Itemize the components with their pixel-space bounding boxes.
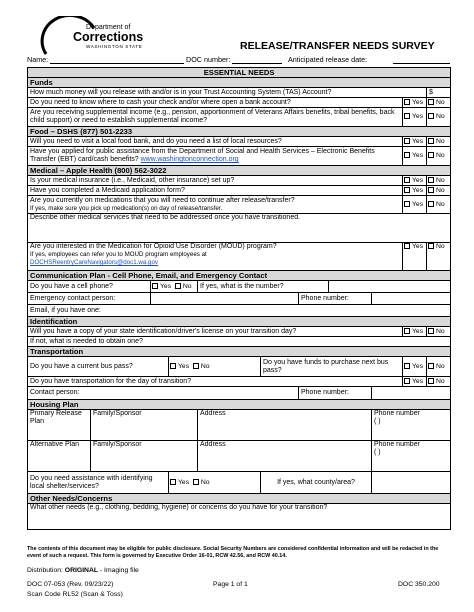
logo-line3: WASHINGTON STATE — [86, 44, 143, 49]
food-q1-no[interactable]: No — [427, 137, 451, 147]
alternative-phone-format: ( ) — [374, 449, 381, 456]
checkbox-icon[interactable] — [428, 201, 434, 207]
alternative-phone-label: Phone number — [374, 441, 420, 448]
checkbox-icon[interactable] — [404, 99, 410, 105]
medical-q5-note: If yes, employees can refer you to MOUD program employees at — [30, 251, 207, 258]
comm-q1-number-field[interactable] — [329, 281, 451, 293]
name-field[interactable] — [50, 63, 184, 64]
food-header: Food – DSHS (877) 501-2233 — [28, 127, 451, 137]
distribution-original: ORIGINAL — [64, 567, 99, 574]
medical-q3-yes[interactable]: Yes — [403, 196, 427, 214]
disclosure-notice: The contents of this document may be eligible for public disclosure. Social Security Numbers are considered confidential information and will be redacted in the event of such a request. This form is governed by Executive Order 16-01, RCW 42.56, and RCW 40.14. — [27, 546, 439, 559]
primary-plan-label: Primary Release Plan — [28, 410, 91, 441]
distribution-label: Distribution: — [27, 567, 63, 574]
doc-number-label: DOC number: — [186, 55, 231, 64]
checkbox-icon[interactable] — [404, 177, 410, 183]
food-q2-label: Have you applied for public assistance from the Department of Social and Health Services – Electronic Benefits Transfer (EBT) card/cash benefits? — [30, 148, 375, 163]
transport-q2-label: Do you have funds to purchase next bus pass? — [261, 357, 403, 377]
transport-phone-label: Phone number: — [299, 387, 372, 400]
food-q2-yes[interactable]: Yes — [403, 147, 427, 166]
logo-line2: Corrections — [73, 30, 144, 44]
other-needs-header: Other Needs/Concerns — [28, 494, 451, 504]
primary-family-label: Family/Sponsor — [93, 410, 142, 417]
medical-q2-no[interactable]: No — [427, 186, 451, 196]
emergency-phone-field[interactable] — [372, 293, 451, 305]
food-q2-no[interactable]: No — [427, 147, 451, 166]
checkbox-icon[interactable] — [428, 177, 434, 183]
doc-logo — [24, 16, 164, 56]
survey-table — [27, 67, 451, 530]
communication-header: Communication Plan - Cell Phone, Email, and Emergency Contact — [28, 271, 451, 281]
essential-needs-header: ESSENTIAL NEEDS — [28, 68, 451, 78]
primary-family-field[interactable] — [91, 410, 198, 441]
name-label: Name: — [27, 55, 49, 64]
funds-q2-label: Do you need to know where to cash your check and/or where open a bank account? — [28, 98, 403, 108]
funds-header: Funds — [28, 78, 451, 88]
funds-q2-yes[interactable]: Yes — [403, 98, 427, 108]
medical-q5-no[interactable]: No — [427, 243, 451, 271]
medical-header: Medical – Apple Health (800) 562-3022 — [28, 166, 451, 176]
food-q2-cell — [28, 147, 403, 166]
housing-q1-label: Do you need assistance with identifying local shelter/services? — [28, 472, 169, 494]
food-q1-yes[interactable]: Yes — [403, 137, 427, 147]
comm-q1-no[interactable]: No — [182, 282, 192, 290]
logo-line1: Department of — [86, 24, 131, 31]
page-number: Page 1 of 1 — [213, 581, 248, 588]
funds-q3-label: Are you receiving supplemental income (e.g., pension, apportionment of Veterans Affairs benefits, tribal benefits, back child support) or need to establish supplemental income? — [28, 108, 403, 127]
policy-number: DOC 350.200 — [398, 581, 440, 588]
transportation-header: Transportation — [28, 347, 451, 357]
emergency-contact-label: Emergency contact person: — [28, 293, 151, 305]
checkbox-icon[interactable] — [175, 283, 181, 289]
checkbox-icon[interactable] — [404, 243, 410, 249]
medical-q3-cell — [28, 196, 403, 214]
ident-q2-field[interactable] — [28, 337, 451, 347]
housing-q1-no[interactable]: No — [200, 478, 210, 486]
checkbox-icon[interactable] — [404, 201, 410, 207]
funds-q1-amount[interactable]: $ — [427, 88, 451, 98]
email-label: Email, if you have one: — [30, 306, 101, 314]
transport-q1-yes[interactable]: Yes — [178, 362, 190, 370]
medical-q5-yes[interactable]: Yes — [403, 243, 427, 271]
form-title: RELEASE/TRANSFER NEEDS SURVEY — [240, 40, 435, 52]
checkbox-icon[interactable] — [193, 479, 199, 485]
scan-code: Scan Code RL52 (Scan & Toss) — [27, 591, 123, 598]
checkbox-icon[interactable] — [428, 328, 434, 334]
alternative-phone-field[interactable] — [372, 441, 451, 472]
checkbox-icon[interactable] — [404, 138, 410, 144]
checkbox-icon[interactable] — [428, 243, 434, 249]
ident-q1-yes[interactable]: Yes — [403, 327, 427, 337]
housing-header: Housing Plan — [28, 400, 451, 410]
checkbox-icon[interactable] — [193, 363, 199, 369]
checkbox-icon[interactable] — [428, 113, 434, 119]
checkbox-icon[interactable] — [404, 187, 410, 193]
checkbox-icon[interactable] — [428, 378, 434, 384]
checkbox-icon[interactable] — [404, 378, 410, 384]
checkbox-icon[interactable] — [170, 363, 176, 369]
other-needs-label: What other needs (e.g., clothing, bedding, hygiene) or concerns do you have for your transition? — [30, 504, 328, 511]
checkbox-icon[interactable] — [404, 328, 410, 334]
housing-county-label: If yes, what county/area? — [261, 472, 372, 494]
primary-phone-field[interactable] — [372, 410, 451, 441]
transport-q1-options — [169, 357, 261, 377]
transport-phone-field[interactable] — [372, 387, 451, 400]
moud-email-link[interactable]: DOCHSReentryCareNavigators@doc1.wa.gov — [30, 259, 159, 266]
medical-q5-label: Are you interested in the Medication for Opioid Use Disorder (MOUD) program? — [30, 243, 277, 250]
release-date-label: Anticipated release date: — [288, 55, 368, 64]
checkbox-icon[interactable] — [404, 363, 410, 369]
transport-q2-yes[interactable]: Yes — [403, 357, 427, 377]
checkbox-icon[interactable] — [404, 113, 410, 119]
funds-q3-yes[interactable]: Yes — [403, 108, 427, 127]
comm-q1-number-label: If yes, what is the number? — [198, 281, 329, 293]
alternative-address-label: Address — [200, 441, 226, 448]
medical-q1-label: Is your medical insurance (i.e., Medicaid, other insurance) set up? — [28, 176, 403, 186]
medical-q3-label: Are you currently on medications that you will need to continue after release/transfer? — [30, 196, 295, 204]
checkbox-icon[interactable] — [152, 283, 158, 289]
food-q1-label: Will you need to visit a local food bank, and do you need a list of local resources? — [28, 137, 403, 147]
checkbox-icon[interactable] — [428, 99, 434, 105]
medical-q3-note: If yes, make sure you pick up medication(s) on day of release/transfer. — [30, 204, 223, 212]
email-field[interactable] — [28, 305, 451, 317]
checkbox-icon[interactable] — [428, 138, 434, 144]
housing-q1-yes[interactable]: Yes — [178, 478, 190, 486]
checkbox-icon[interactable] — [428, 152, 434, 158]
doc-number-field[interactable] — [232, 63, 282, 64]
medical-q1-yes[interactable]: Yes — [403, 176, 427, 186]
medical-q2-yes[interactable]: Yes — [403, 186, 427, 196]
washington-connection-link[interactable]: www.washingtonconnection.org — [140, 156, 239, 163]
release-date-field[interactable] — [393, 63, 450, 64]
checkbox-icon[interactable] — [428, 363, 434, 369]
primary-address-field[interactable] — [198, 410, 372, 441]
emergency-phone-label: Phone number: — [299, 293, 372, 305]
medical-q1-no[interactable]: No — [427, 176, 451, 186]
alternative-family-label: Family/Sponsor — [93, 441, 142, 448]
ident-q1-label: Will you have a copy of your state identification/driver's license on your transition day? — [28, 327, 403, 337]
transport-contact-field[interactable] — [28, 387, 299, 400]
funds-q2-no[interactable]: No — [427, 98, 451, 108]
comm-q1-yes[interactable]: Yes — [160, 282, 172, 290]
primary-phone-format: ( ) — [374, 418, 381, 425]
ident-q2-label: If not, what is needed to obtain one? — [30, 337, 143, 345]
distribution-rest: - Imaging file — [99, 567, 139, 574]
medical-q5-cell — [28, 243, 403, 271]
medical-q4-label: Describe other medical services that need to be addressed once you have transitioned. — [30, 214, 301, 221]
form-id: DOC 07-053 (Rev. 09/23/22) — [27, 581, 114, 588]
comm-q1-options — [151, 281, 198, 293]
checkbox-icon[interactable] — [404, 152, 410, 158]
medical-q4-field[interactable] — [28, 214, 451, 243]
checkbox-icon[interactable] — [170, 479, 176, 485]
transport-q3-no[interactable]: No — [427, 377, 451, 387]
funds-q1-label: How much money will you release with and/or is in your Trust Accounting System (TAS) Account? — [28, 88, 427, 98]
medical-q3-no[interactable]: No — [427, 196, 451, 214]
housing-q1-options — [169, 472, 261, 494]
identification-header: Identification — [28, 317, 451, 327]
other-needs-field[interactable] — [28, 504, 451, 530]
comm-q1-label: Do you have a cell phone? — [28, 281, 151, 293]
transport-q1-no[interactable]: No — [200, 362, 210, 370]
checkbox-icon[interactable] — [428, 187, 434, 193]
ident-q1-no[interactable]: No — [427, 327, 451, 337]
primary-address-label: Address — [200, 410, 226, 417]
housing-county-field[interactable] — [372, 472, 451, 494]
alternative-address-field[interactable] — [198, 441, 372, 472]
alternative-plan-label: Alternative Plan — [28, 441, 91, 472]
primary-phone-label: Phone number — [374, 410, 420, 417]
transport-q1-label: Do you have a current bus pass? — [28, 357, 169, 377]
transport-q2-no[interactable]: No — [427, 357, 451, 377]
transport-q3-yes[interactable]: Yes — [403, 377, 427, 387]
transport-contact-label: Contact person: — [30, 389, 80, 396]
medical-q2-label: Have you completed a Medicaid application form? — [28, 186, 403, 196]
alternative-family-field[interactable] — [91, 441, 198, 472]
funds-q3-no[interactable]: No — [427, 108, 451, 127]
emergency-contact-field[interactable] — [151, 293, 299, 305]
distribution-line — [27, 567, 139, 574]
transport-q3-label: Do you have transportation for the day of transition? — [28, 377, 403, 387]
